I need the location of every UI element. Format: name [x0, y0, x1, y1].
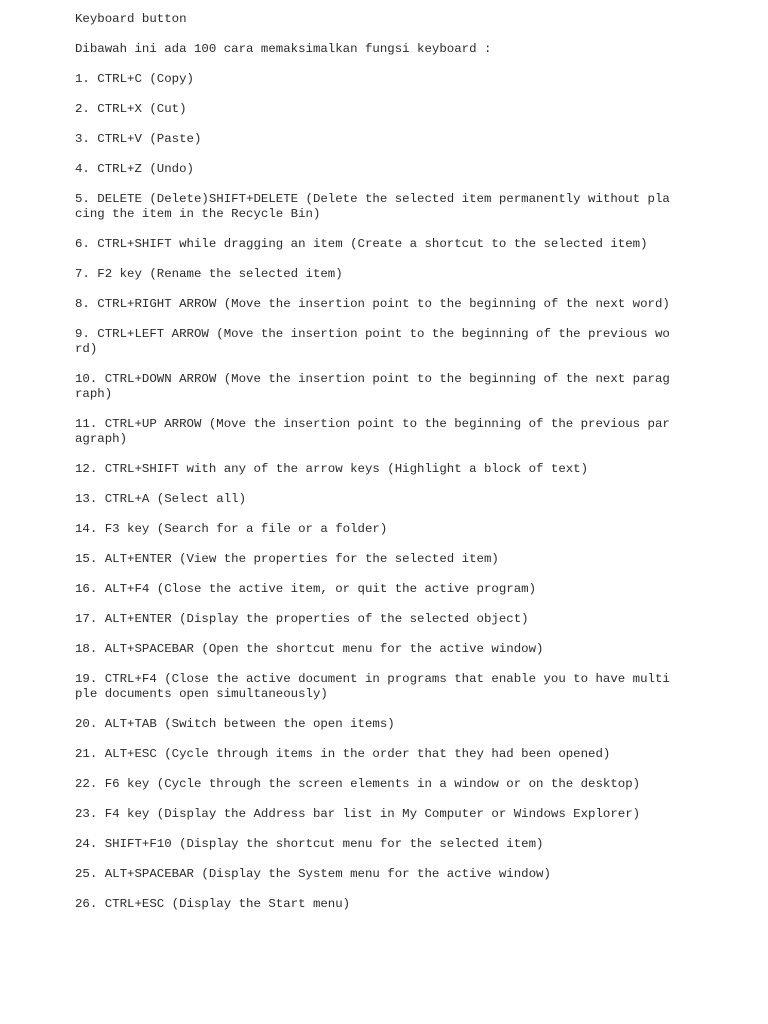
list-item: 20. ALT+TAB (Switch between the open items)	[75, 717, 395, 731]
list-item: 3. CTRL+V (Paste)	[75, 132, 202, 146]
document-title: Keyboard button	[75, 12, 187, 26]
list-item: 21. ALT+ESC (Cycle through items in the order that they had been opened)	[75, 747, 611, 761]
list-item: 10. CTRL+DOWN ARROW (Move the insertion point to the beginning of the next parag raph)	[75, 372, 670, 401]
list-item: 5. DELETE (Delete)SHIFT+DELETE (Delete the selected item permanently without pla cing the item in the Recycle Bin)	[75, 192, 670, 221]
list-item: 2. CTRL+X (Cut)	[75, 102, 187, 116]
list-item: 8. CTRL+RIGHT ARROW (Move the insertion point to the beginning of the next word)	[75, 297, 670, 311]
list-item: 15. ALT+ENTER (View the properties for the selected item)	[75, 552, 499, 566]
list-item: 14. F3 key (Search for a file or a folder)	[75, 522, 388, 536]
shortcut-list	[75, 72, 675, 912]
list-item: 9. CTRL+LEFT ARROW (Move the insertion point to the beginning of the previous wo rd)	[75, 327, 670, 356]
list-item: 17. ALT+ENTER (Display the properties of the selected object)	[75, 612, 529, 626]
document-page	[75, 12, 675, 927]
list-item: 1. CTRL+C (Copy)	[75, 72, 194, 86]
list-item: 16. ALT+F4 (Close the active item, or quit the active program)	[75, 582, 537, 596]
list-item: 19. CTRL+F4 (Close the active document in programs that enable you to have multi ple documents open simultaneously)	[75, 672, 670, 701]
list-item: 7. F2 key (Rename the selected item)	[75, 267, 343, 281]
list-item: 11. CTRL+UP ARROW (Move the insertion point to the beginning of the previous par agraph)	[75, 417, 670, 446]
list-item: 23. F4 key (Display the Address bar list in My Computer or Windows Explorer)	[75, 807, 641, 821]
list-item: 26. CTRL+ESC (Display the Start menu)	[75, 897, 351, 911]
list-item: 18. ALT+SPACEBAR (Open the shortcut menu for the active window)	[75, 642, 544, 656]
list-item: 12. CTRL+SHIFT with any of the arrow keys (Highlight a block of text)	[75, 462, 589, 476]
list-item: 25. ALT+SPACEBAR (Display the System menu for the active window)	[75, 867, 551, 881]
list-item: 22. F6 key (Cycle through the screen elements in a window or on the desktop)	[75, 777, 641, 791]
list-item: 4. CTRL+Z (Undo)	[75, 162, 194, 176]
document-intro: Dibawah ini ada 100 cara memaksimalkan fungsi keyboard :	[75, 42, 492, 56]
list-item: 24. SHIFT+F10 (Display the shortcut menu for the selected item)	[75, 837, 544, 851]
list-item: 13. CTRL+A (Select all)	[75, 492, 247, 506]
list-item: 6. CTRL+SHIFT while dragging an item (Create a shortcut to the selected item)	[75, 237, 648, 251]
